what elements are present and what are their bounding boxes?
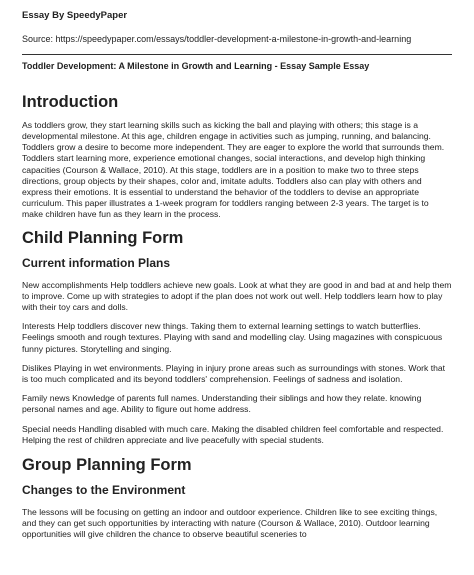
header-divider (22, 54, 452, 55)
paragraph-special-needs: Special needs Handling disabled with much care. Making the disabled children feel comfortable and respected. Helping the rest of children appreciate and live peacefully with special students. (22, 423, 444, 445)
paragraph-new-accomplishments: New accomplishments Help toddlers achieve new goals. Look at what they are good in and bad at and help them to improve. Come up with strategies to adopt if the plan does not work out well. Help toddlers learn how to play with their toy cars and dolls. (22, 279, 452, 313)
subheading-current-information-plans: Current information Plans (22, 255, 171, 270)
paragraph-lessons: The lessons will be focusing on getting an indoor and outdoor experience. Children like to see exciting things, and they can get such opportunities by interacting with nature (Courson & Wallace, 2010). Outdoor learning opportunities will give children the chance to observe beautiful sceneries to (22, 507, 438, 540)
source-line: Source: https://speedypaper.com/essays/toddler-development-a-milestone-in-growth-and-learning (22, 34, 412, 44)
document-title: Toddler Development: A Milestone in Growth and Learning - Essay Sample Essay (22, 60, 370, 71)
paragraph-introduction: As toddlers grow, they start learning skills such as kicking the ball and playing with others; this stage is a developmental milestone. At this age, children engage in activities such as jumping, running, and balancing. Toddlers grow a desire to become more independent. They are eager to explore the world that surrounds them. Toddlers start learning more, experience emotional changes, social interactions, and develop high thinking capacities (Courson & Wallace, 2010). At this stage, toddlers are in a position to make two to three steps directions, group objects by their shapes, color and, imitate adults. Toddlers also can play with others and express their emotions. It is essential to understand the behavior of the toddlers to devise an appropriate curriculum. This paper illustrates a 1-week program for toddlers ranging between 2-3 years. The target is to make children have fun as they learn in the process. (22, 119, 445, 220)
brand-title: Essay By SpeedyPaper (22, 10, 128, 21)
paragraph-dislikes: Dislikes Playing in wet environments. Playing in injury prone areas such as surroundings with stones. Work that is too much complicated and its beyond toddlers' comprehension. Feelings of sadness and isolation. (22, 362, 446, 385)
heading-group-planning-form: Group Planning Form (22, 456, 192, 475)
subheading-changes-to-environment: Changes to the Environment (22, 483, 186, 498)
paragraph-interests: Interests Help toddlers discover new things. Taking them to external learning settings to watch butterflies. Feelings smooth and rough textures. Playing with sand and modelling clay. Using magazines with conspicuous funny pictures. Storytelling and singing. (22, 321, 443, 354)
heading-child-planning-form: Child Planning Form (22, 228, 184, 247)
paragraph-family-news: Family news Knowledge of parents full names. Understanding their siblings and how they relate. knowing personal names and age. Ability to figure out home address. (22, 393, 422, 415)
heading-introduction: Introduction (22, 92, 119, 111)
